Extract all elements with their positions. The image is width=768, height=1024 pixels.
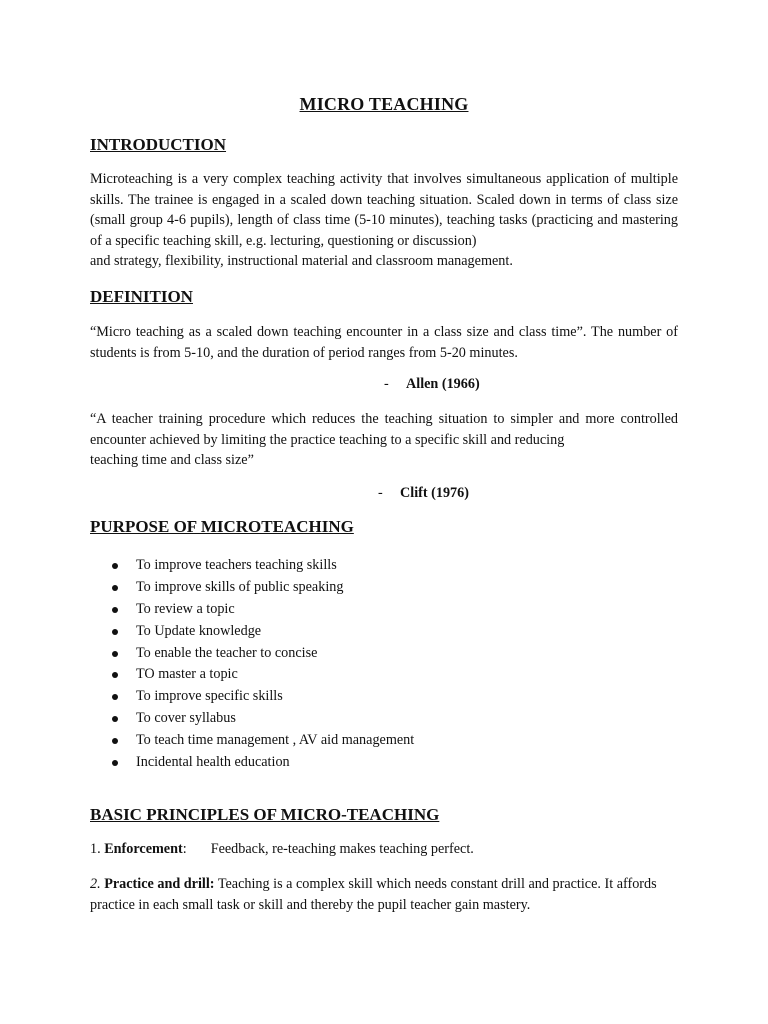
list-item (90, 599, 678, 621)
list-item (90, 686, 678, 708)
clift-quote-text: “A teacher training procedure which reduces the teaching situation to simpler and more controlled encounter achieved by limiting the practice teaching to a specific skill and reducing (90, 411, 678, 448)
list-item-text: To enable the teacher to concise (136, 644, 318, 661)
list-item-text: To teach time management , AV aid management (136, 732, 415, 749)
attribution-dash: - (378, 485, 383, 501)
bullet-icon (112, 629, 118, 635)
purpose-heading: PURPOSE OF MICROTEACHING (90, 517, 354, 536)
attribution-dash: - (384, 376, 389, 392)
definition-heading: DEFINITION (90, 287, 193, 306)
list-item-text: To improve specific skills (136, 688, 283, 705)
introduction-last-line: and strategy, flexibility, instructional material and classroom management. (90, 253, 513, 269)
list-item (90, 752, 678, 774)
bullet-icon (112, 651, 118, 657)
list-item-text: To improve teachers teaching skills (136, 557, 337, 573)
list-item-text: To Update knowledge (136, 622, 262, 639)
principle-term: Practice and drill: (104, 876, 215, 892)
attribution-clift (378, 485, 469, 502)
purpose-list (90, 555, 678, 774)
principles-heading: BASIC PRINCIPLES OF MICRO-TEACHING (90, 805, 440, 824)
list-item-text: To review a topic (136, 600, 235, 617)
introduction-text: Microteaching is a very complex teaching activity that involves simultaneous application of multiple skills. The trainee is engaged in a scaled down teaching situation. Scaled down in terms of class size (small group 4-6 pupils), length of class time (5-10 minutes), teaching tasks (practicing and mastering of a specific teaching skill, e.g. lecturing, questioning or discussion) (90, 171, 678, 249)
bullet-icon (112, 716, 118, 722)
introduction-paragraph (90, 169, 678, 272)
document-page (90, 0, 678, 1024)
definition-quote-clift (90, 409, 678, 471)
list-item-text: To cover syllabus (136, 710, 236, 727)
list-item (90, 643, 678, 665)
principle-colon: : (182, 841, 187, 857)
bullet-icon (112, 672, 118, 678)
list-item (90, 555, 678, 577)
list-item-text: To improve skills of public speaking (136, 578, 344, 595)
list-item-text: Incidental health education (136, 754, 290, 771)
introduction-heading: INTRODUCTION (90, 135, 227, 154)
clift-quote-last-line: teaching time and class size” (90, 452, 254, 468)
principle-text: Teaching is a complex skill which needs constant drill and practice. It affords practice in each small task or skill and thereby the pupil teacher gain mastery. (90, 876, 657, 913)
bullet-icon (112, 607, 118, 613)
list-item (90, 730, 678, 752)
principle-text: Feedback, re-teaching makes teaching perfect. (210, 841, 474, 857)
attribution-allen (384, 376, 480, 393)
bullet-icon (112, 738, 118, 744)
principle-term: Enforcement (104, 841, 183, 857)
document-title: MICRO TEACHING (299, 94, 469, 114)
bullet-icon (112, 563, 118, 569)
definition-quote-allen: “Micro teaching as a scaled down teaching encounter in a class size and class time”. The number of students is from 5-10, and the duration of period ranges from 5-20 minutes. (90, 324, 678, 361)
bullet-icon (112, 694, 118, 700)
list-item (90, 621, 678, 643)
list-item (90, 664, 678, 686)
bullet-icon (112, 585, 118, 591)
principle-practice-drill (90, 874, 678, 916)
list-item-text: TO master a topic (136, 666, 238, 683)
list-item (90, 708, 678, 730)
attribution-clift-name: Clift (1976) (400, 485, 469, 501)
principle-enforcement (90, 839, 678, 860)
principle-number: 1. (90, 841, 101, 857)
list-item (90, 577, 678, 599)
attribution-allen-name: Allen (1966) (406, 376, 480, 392)
principle-number: 2. (90, 876, 101, 892)
bullet-icon (112, 760, 118, 766)
